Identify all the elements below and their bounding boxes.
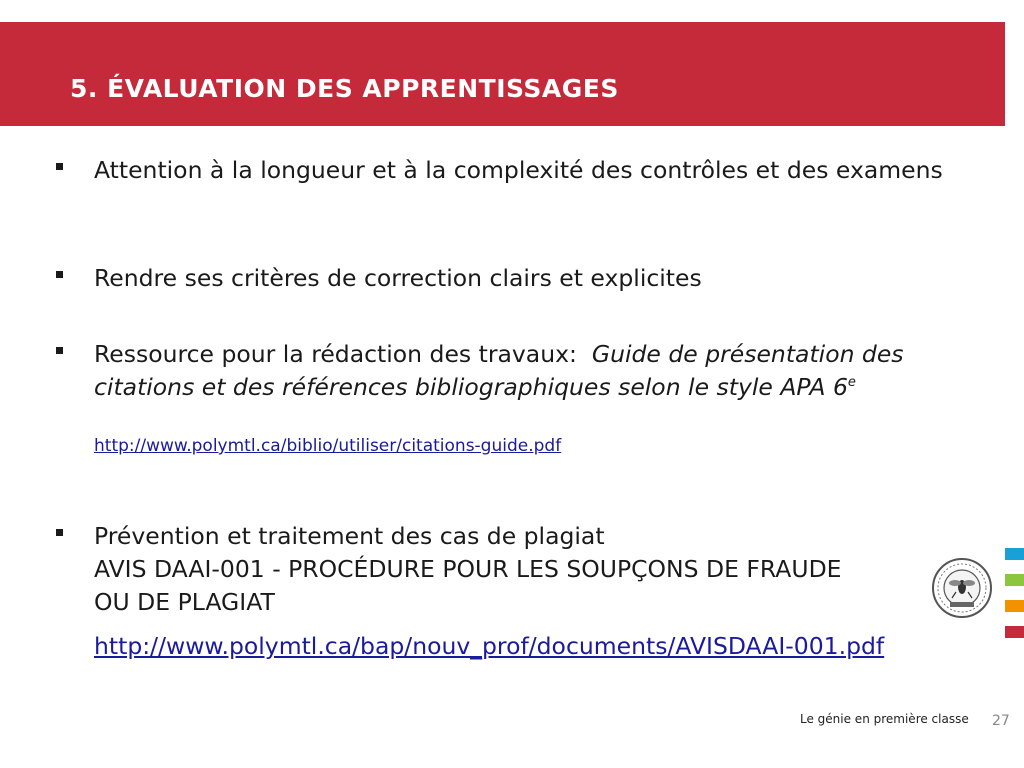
bullet-icon [56,163,63,170]
strip-segment [1005,600,1024,612]
bullet-text: Attention à la longueur et à la complexité des contrôles et des examens [94,156,943,184]
plagiarism-heading: Prévention et traitement des cas de plagiat [94,522,605,550]
resource-label: Ressource pour la rédaction des travaux: [94,340,577,368]
avis-daai-link[interactable]: http://www.polymtl.ca/bap/nouv_prof/documents/AVISDAAI-001.pdf [94,632,885,660]
bullet-item-2 [56,262,971,298]
bullet-icon [56,271,63,278]
strip-segment [1005,613,1024,625]
page-number: 27 [992,713,1010,729]
strip-segment [1005,626,1024,638]
strip-segment [1005,587,1024,599]
school-seal-icon [930,556,994,620]
bullet-text [94,520,881,619]
footer-tagline: Le génie en première classe [800,712,969,726]
brand-color-strip [1005,548,1024,639]
bullet-item-1 [56,154,971,224]
strip-segment [1005,561,1024,573]
strip-segment [1005,574,1024,586]
notice-title: AVIS DAAI-001 - PROCÉDURE POUR LES SOUPÇONS DE FRAUDE OU DE PLAGIAT [94,555,842,616]
citations-guide-link[interactable]: http://www.polymtl.ca/biblio/utiliser/citations-guide.pdf [94,436,562,456]
bullet-icon [56,529,63,536]
bullet-icon [56,347,63,354]
bullet-item-4 [56,520,971,624]
bullet-text [94,338,971,404]
bullet-text: Rendre ses critères de correction clairs et explicites [94,264,702,292]
guide-title: Guide de présentation des citations et des références bibliographiques selon le style APA 6 [94,340,904,401]
slide-title: 5. ÉVALUATION DES APPRENTISSAGES [70,74,619,103]
edition-superscript: e [847,375,856,390]
bullet-item-3 [56,338,971,438]
strip-segment [1005,548,1024,560]
